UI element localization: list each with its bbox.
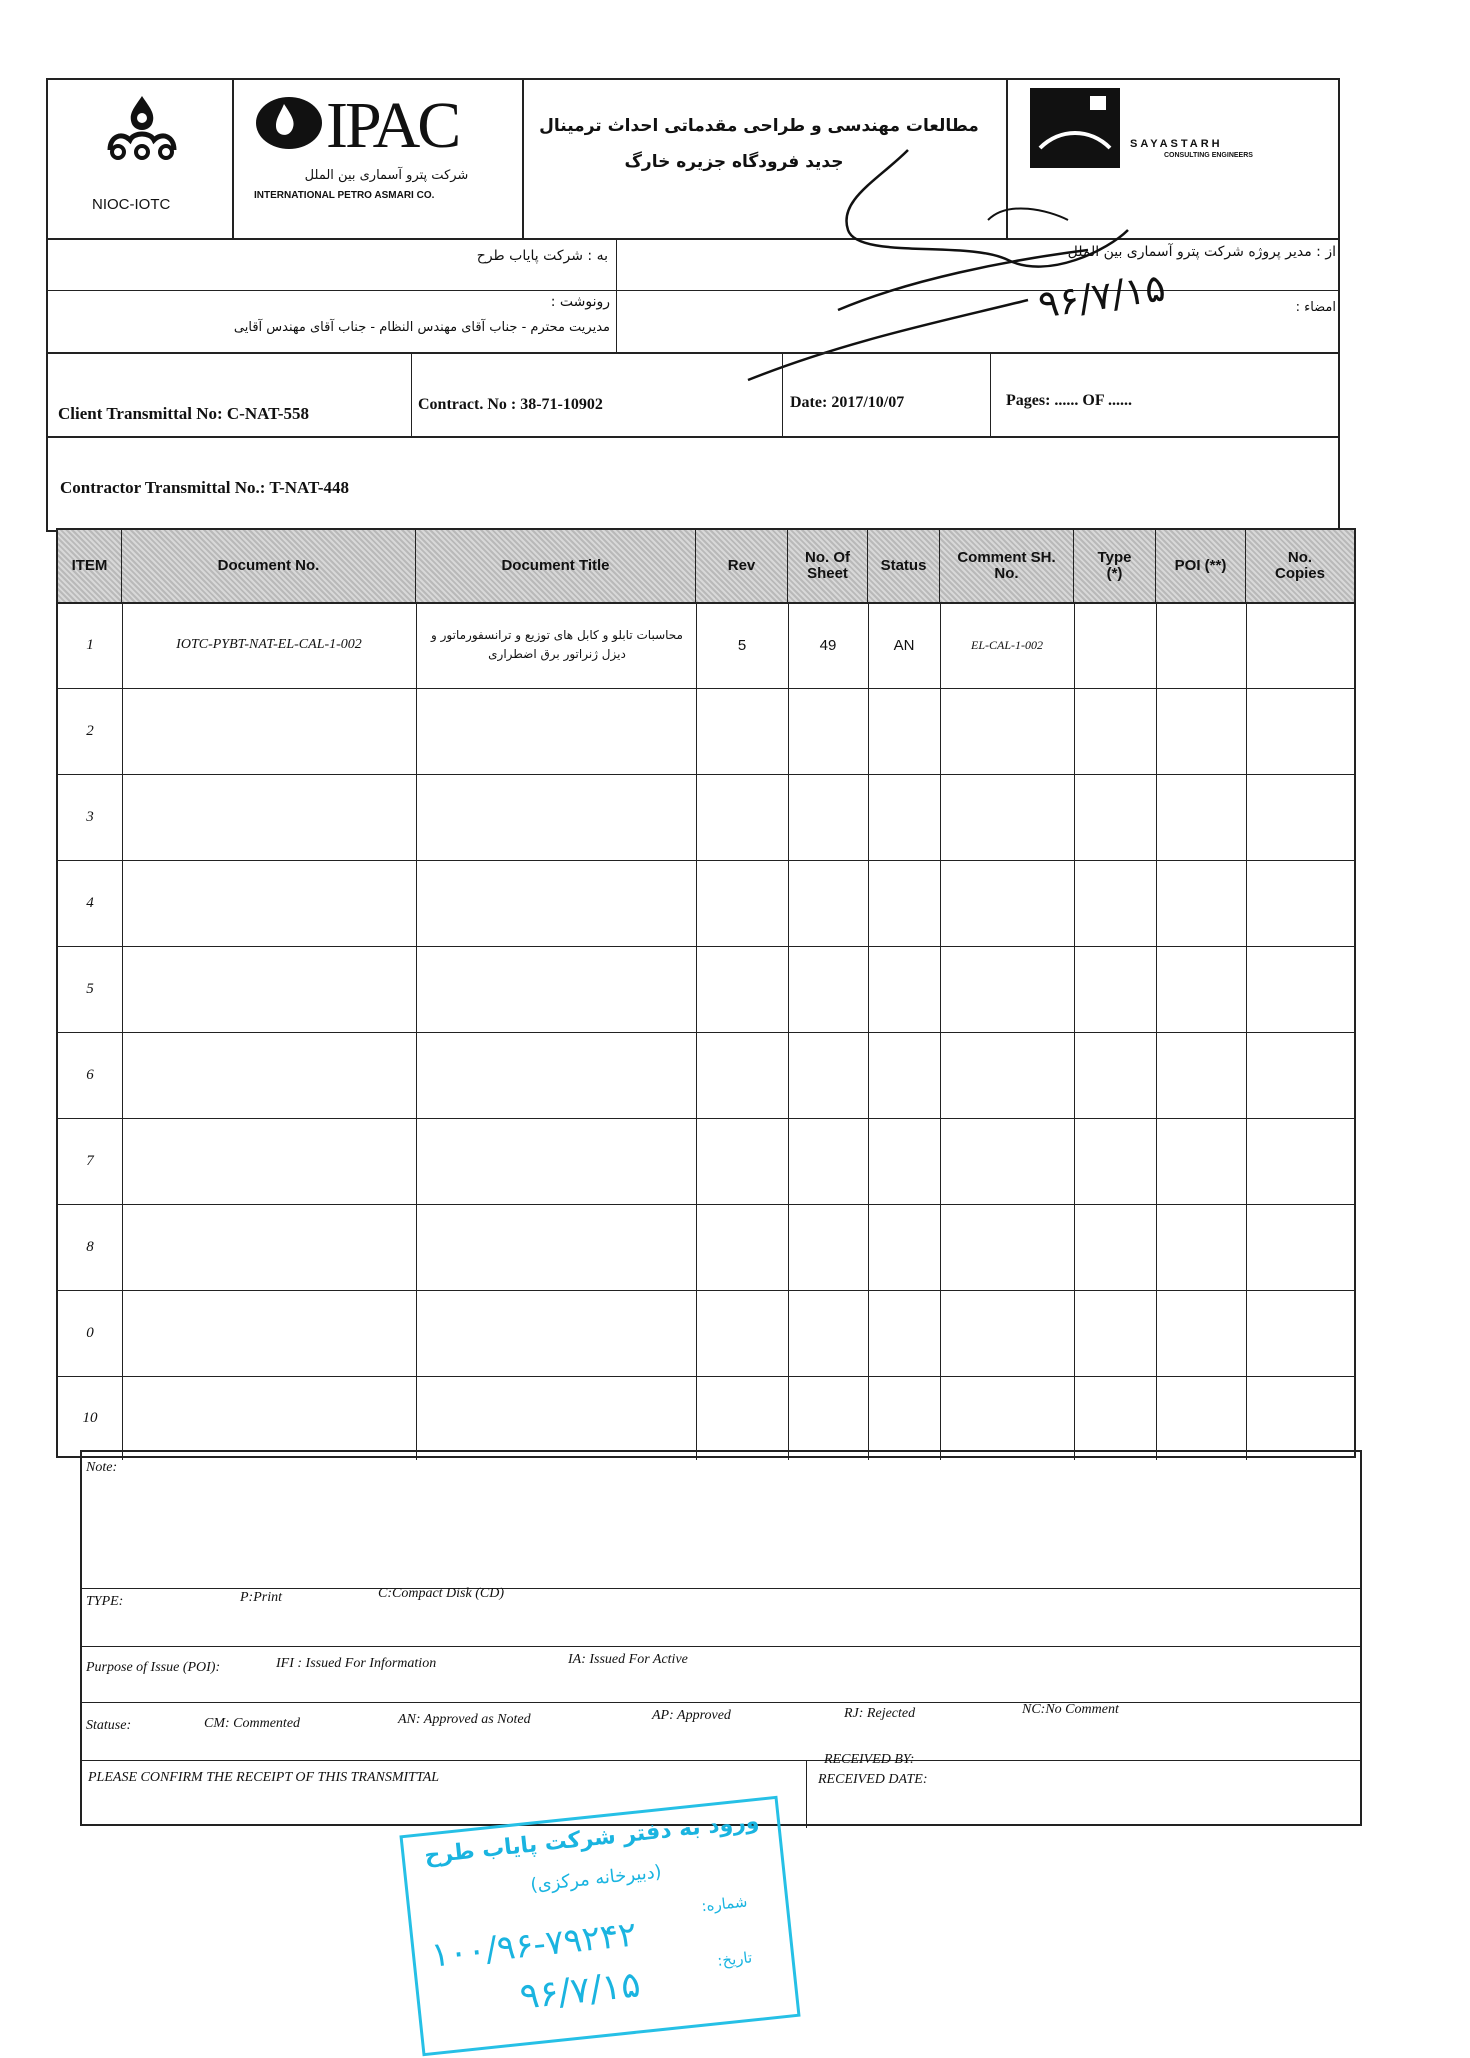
stamp-line1: ورود به دفتر شرکت پایاب طرح bbox=[423, 1808, 761, 1869]
stamp-number-label: شماره: bbox=[700, 1892, 749, 1916]
contractor-transmittal-label: Contractor Transmittal No.: T-NAT-448 bbox=[60, 478, 349, 497]
note-label: Note: bbox=[86, 1460, 118, 1475]
signature-label: امضاء : bbox=[1295, 300, 1336, 315]
cc-label: رونوشت : bbox=[550, 294, 610, 310]
received-by-label: RECEIVED BY: bbox=[824, 1752, 915, 1767]
to-label: به : شرکت پایاب طرح bbox=[476, 248, 608, 264]
header-document-no: Document No. bbox=[122, 530, 416, 602]
ipac-company-fa: شرکت پترو آسماری بین الملل bbox=[304, 168, 469, 183]
receipt-stamp bbox=[399, 1796, 800, 2057]
type-print: P:Print bbox=[240, 1590, 282, 1605]
client-transmittal-label: Client Transmittal No: C-NAT-558 bbox=[58, 404, 310, 423]
status-nc: NC:No Comment bbox=[1022, 1702, 1119, 1717]
project-title-line1: مطالعات مهندسی و طراحی مقدماتی احداث ترمینال bbox=[539, 116, 979, 136]
table-row-6-item: 6 bbox=[86, 1066, 94, 1083]
poi-ifi: IFI : Issued For Information bbox=[276, 1656, 437, 1671]
addressing-block bbox=[46, 238, 1340, 354]
nioc-logo-cell bbox=[48, 80, 234, 238]
legend-block bbox=[80, 1450, 1362, 1826]
table-row-1-sheets: 49 bbox=[819, 636, 837, 654]
table-row-2-item: 2 bbox=[86, 722, 94, 739]
header-status: Status bbox=[868, 530, 940, 602]
poi-ia: IA: Issued For Active bbox=[568, 1652, 688, 1667]
contract-no-label: Contract. No : 38-71-10902 bbox=[418, 396, 603, 413]
cc-value: مدیریت محترم - جناب آقای مهندس النظام - جناب آقای مهندس آقایی bbox=[233, 320, 610, 335]
stamp-date-value: ۹۶/۷/۱۵ bbox=[517, 1964, 643, 2018]
table-row-8-item: 8 bbox=[86, 1238, 94, 1255]
nioc-logo-icon bbox=[100, 92, 184, 166]
from-label: از : مدیر پروژه شرکت پترو آسماری بین الملل bbox=[1067, 244, 1336, 260]
table-row-4-item: 4 bbox=[86, 894, 94, 911]
table-row-1-comment: EL-CAL-1-002 bbox=[971, 637, 1043, 652]
header-item: ITEM bbox=[58, 530, 122, 602]
pages-label: Pages: ...... OF ...... bbox=[1006, 392, 1133, 409]
date-label: Date: 2017/10/07 bbox=[790, 394, 905, 411]
transmittal-row bbox=[46, 352, 1340, 438]
ipac-logo-text: IPAC bbox=[326, 89, 459, 162]
ipac-drop-icon bbox=[254, 94, 324, 152]
header-document-title: Document Title bbox=[416, 530, 696, 602]
status-label: Statuse: bbox=[86, 1718, 132, 1733]
header-poi: POI (**) bbox=[1156, 530, 1246, 602]
status-cm: CM: Commented bbox=[204, 1716, 301, 1731]
nioc-label: NIOC-IOTC bbox=[92, 196, 171, 213]
table-row-1-item: 1 bbox=[86, 636, 94, 653]
ipac-company-en: INTERNATIONAL PETRO ASMARI CO. bbox=[254, 190, 435, 201]
header-type: Type (*) bbox=[1074, 530, 1156, 602]
table-row-7-item: 7 bbox=[86, 1152, 94, 1169]
table-row-1-status: AN bbox=[893, 636, 915, 654]
project-title-line2: جدید فرودگاه جزیره خارگ bbox=[624, 152, 844, 172]
confirm-receipt-text: PLEASE CONFIRM THE RECEIPT OF THIS TRANSMITTAL bbox=[88, 1770, 440, 1785]
sayastarh-sub: CONSULTING ENGINEERS bbox=[1164, 152, 1253, 159]
header-comment-sh-no: Comment SH. No. bbox=[940, 530, 1074, 602]
status-ap: AP: Approved bbox=[652, 1708, 731, 1723]
header-no-of-sheet: No. Of Sheet bbox=[788, 530, 868, 602]
table-row-5-item: 5 bbox=[86, 980, 94, 997]
table-row-1-doc-no: IOTC-PYBT-NAT-EL-CAL-1-002 bbox=[176, 637, 362, 652]
received-date-label: RECEIVED DATE: bbox=[818, 1772, 928, 1787]
sayastarh-name: SAYASTARH bbox=[1130, 138, 1223, 150]
table-row-1-rev: 5 bbox=[737, 636, 747, 654]
table-row-1-title: محاسبات تابلو و کابل های توزیع و ترانسفورماتور و دیزل ژنراتور برق اضطراری bbox=[431, 628, 683, 661]
type-cd: C:Compact Disk (CD) bbox=[378, 1586, 504, 1601]
contractor-row bbox=[46, 436, 1340, 532]
stamp-line2: (دبیرخانه مرکزی) bbox=[529, 1861, 663, 1896]
status-an: AN: Approved as Noted bbox=[398, 1712, 531, 1727]
status-rj: RJ: Rejected bbox=[844, 1706, 916, 1721]
ipac-logo-cell bbox=[234, 80, 524, 238]
type-label: TYPE: bbox=[86, 1594, 124, 1609]
header-rev: Rev bbox=[696, 530, 788, 602]
header-no-copies: No. Copies bbox=[1246, 530, 1354, 602]
stamp-date-label: تاریخ: bbox=[716, 1948, 753, 1970]
handwritten-note: ۹۶/۷/۱۵ bbox=[1035, 265, 1169, 327]
document-table bbox=[56, 528, 1356, 1458]
stamp-number-value: ۱۰۰/۹۶-۷۹۲۴۲ bbox=[429, 1914, 639, 1976]
table-row-10-item: 10 bbox=[82, 1409, 98, 1426]
poi-label: Purpose of Issue (POI): bbox=[86, 1660, 221, 1675]
table-row-3-item: 3 bbox=[86, 808, 94, 825]
table-row-9-item: 0 bbox=[86, 1324, 94, 1341]
